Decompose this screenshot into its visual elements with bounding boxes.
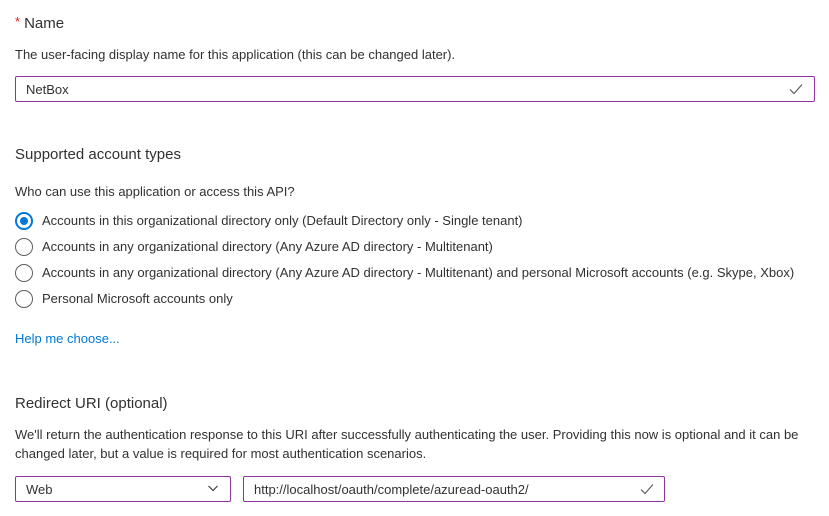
radio-button-icon[interactable]	[15, 238, 33, 256]
account-type-option-label: Accounts in any organizational directory (Any Azure AD directory - Multitenant)	[42, 239, 493, 254]
account-type-option[interactable]	[15, 234, 814, 260]
account-type-option[interactable]	[15, 208, 814, 234]
account-type-option-label: Personal Microsoft accounts only	[42, 291, 233, 306]
account-type-option[interactable]	[15, 286, 814, 312]
name-field-description: The user-facing display name for this application (this can be changed later).	[15, 47, 456, 62]
radio-button-icon[interactable]	[15, 290, 33, 308]
radio-button-icon[interactable]	[15, 212, 33, 230]
radio-button-icon[interactable]	[15, 264, 33, 282]
redirect-uri-title: Redirect URI (optional)	[15, 395, 168, 412]
redirect-uri-input[interactable]	[243, 476, 665, 502]
supported-account-types-title: Supported account types	[15, 146, 181, 163]
redirect-uri-description: We'll return the authentication response to this URI after successfully authenticating the user. Providing this now is optional and it can be changed later, but a value is required for most authentication scenarios.	[15, 427, 799, 461]
redirect-uri-controls	[15, 476, 814, 502]
name-input-container	[15, 76, 814, 102]
redirect-uri-input-container	[243, 476, 665, 502]
platform-select-value: Web	[26, 481, 53, 497]
platform-select[interactable]	[15, 476, 231, 502]
name-label-text: Name	[24, 15, 65, 32]
name-input[interactable]	[15, 76, 815, 102]
help-me-choose-link[interactable]: Help me choose...	[15, 331, 120, 346]
account-type-option-label: Accounts in this organizational directory only (Default Directory only - Single tenant)	[42, 213, 523, 228]
chevron-down-icon	[206, 481, 220, 498]
account-type-option[interactable]	[15, 260, 814, 286]
account-types-question: Who can use this application or access this API?	[15, 184, 295, 199]
account-type-option-label: Accounts in any organizational directory (Any Azure AD directory - Multitenant) and personal Microsoft accounts (e.g. Skype, Xbox)	[42, 265, 795, 280]
app-registration-form	[0, 12, 829, 516]
name-field-label	[15, 12, 814, 34]
required-marker: *	[15, 14, 21, 29]
account-type-options	[15, 208, 814, 312]
